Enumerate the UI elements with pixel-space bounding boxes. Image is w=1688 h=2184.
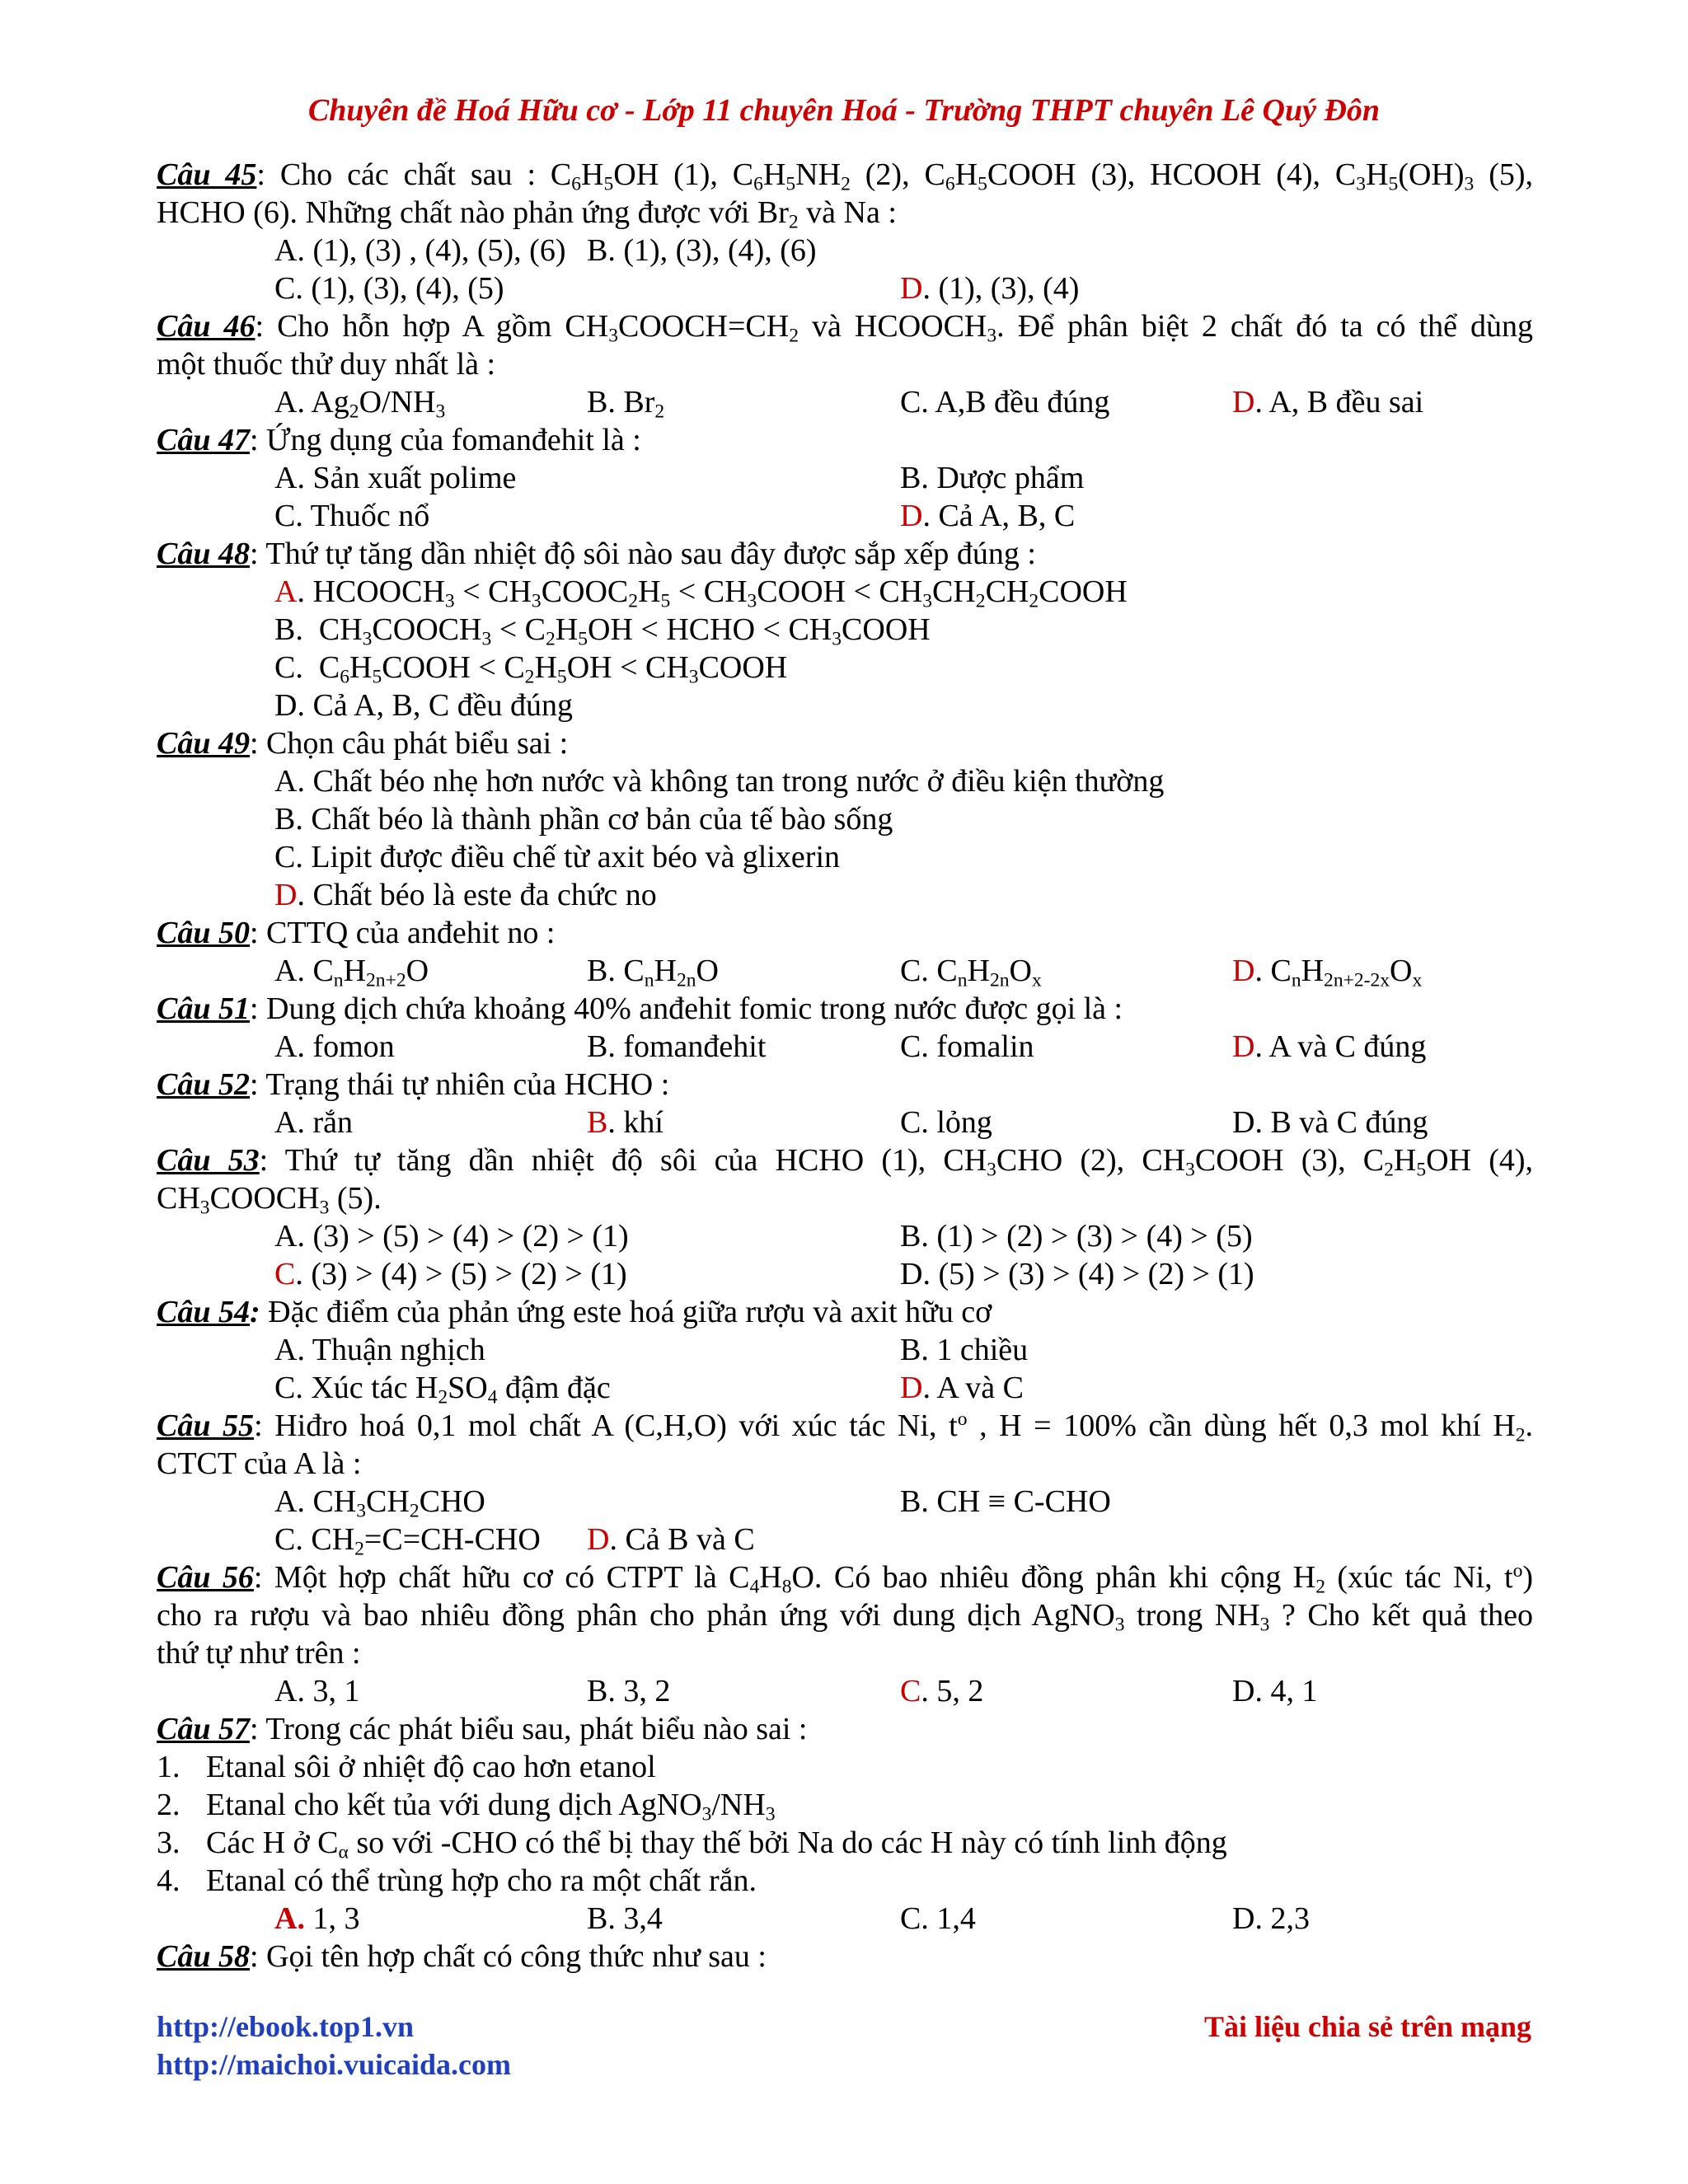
label-sep: : <box>259 1143 269 1178</box>
page-header: Chuyên đề Hoá Hữu cơ - Lớp 11 chuyên Hoá - Trường THPT chuyên Lê Quý Đôn <box>307 93 1381 128</box>
option-b[interactable]: B. fomanđehit <box>587 1029 767 1064</box>
label-sep: : <box>249 1939 259 1974</box>
answer-letter: D <box>1232 1029 1255 1064</box>
option-text: . A và C <box>922 1371 1024 1405</box>
question-52 <box>157 1066 1533 1104</box>
label-sep: : <box>249 537 259 571</box>
option-text: . A, B đều sai <box>1254 385 1424 419</box>
label-sep: : <box>249 991 259 1026</box>
answer-letter: D <box>1232 954 1255 988</box>
question-56-cont2: thứ tự như trên : <box>157 1636 361 1671</box>
option-b[interactable]: B. $Br_2$ <box>587 385 665 423</box>
question-label: Câu 51 <box>157 991 250 1026</box>
question-text: Thứ tự tăng dần nhiệt độ sôi nào sau đây được sắp xếp đúng : <box>258 537 1036 571</box>
option-b[interactable]: B. 1 chiều <box>900 1333 1029 1367</box>
option-a[interactable]: A. $Ag_2O/NH_3$ <box>274 385 446 423</box>
option-c[interactable] <box>900 1672 983 1710</box>
question-text: Gọi tên hợp chất có công thức như sau : <box>258 1939 767 1974</box>
option-a[interactable]: A. (3) > (5) > (4) > (2) > (1) <box>274 1219 629 1254</box>
question-text: Dung dịch chứa khoảng 40% anđehit fomic trong nước được gọi là : <box>258 991 1123 1026</box>
question-label: Câu 52 <box>157 1067 250 1102</box>
question-label: Câu 49 <box>157 726 250 761</box>
answer-letter: C <box>900 1674 921 1708</box>
option-c[interactable]: C. fomalin <box>900 1029 1034 1064</box>
list-item-number: 2. <box>157 1788 181 1822</box>
question-text: Đặc điểm của phản ứng este hoá giữa rượu và axit hữu cơ <box>260 1295 992 1329</box>
question-label: Câu 55 <box>157 1408 255 1443</box>
option-d[interactable]: D. 4, 1 <box>1232 1674 1318 1708</box>
answer-letter: B <box>587 1105 608 1140</box>
question-47 <box>157 421 1533 459</box>
option-d[interactable]: D. B và C đúng <box>1232 1105 1428 1140</box>
option-c[interactable]: C. $CH_2=C=CH$-CHO <box>274 1522 541 1560</box>
answer-letter: D <box>1232 385 1255 419</box>
option-c[interactable]: C. $C_6H_5COOH < C_2H_5OH$ < $CH_3COOH$ <box>274 650 788 688</box>
option-c[interactable] <box>274 1255 627 1293</box>
option-c[interactable]: C. (1), (3), (4), (5) <box>274 271 504 306</box>
question-text: Cho hỗn hợp A gồm $CH_3COOCH=CH_2$ và $HCOOCH_3$. Để phân biệt 2 chất đó ta có thể dùng <box>264 309 1533 347</box>
option-b[interactable]: B. 3, 2 <box>587 1674 671 1708</box>
option-text: 1, 3 <box>304 1901 360 1936</box>
list-item: Các H ở $C_\alpha$ so với -CHO có thể bị thay thế bởi Na do các H này có tính linh động <box>206 1825 1227 1863</box>
question-46-cont: một thuốc thử duy nhất là : <box>157 347 496 382</box>
option-d[interactable] <box>1232 1028 1426 1066</box>
option-d[interactable]: D. (5) > (3) > (4) > (2) > (1) <box>900 1257 1254 1291</box>
option-a[interactable]: A. fomon <box>274 1029 395 1064</box>
option-b[interactable]: B. Chất béo là thành phần cơ bản của tế bào sống <box>274 802 893 837</box>
question-45-cont: HCHO (6). Những chất nào phản ứng được với $Br_2$ và Na : <box>157 195 897 233</box>
question-text: Một hợp chất hữu cơ có CTPT là $C_4H_8O$. Có bao nhiêu đồng phân khi cộng $H_2$ (xúc tác Ni, $t^o$) <box>262 1560 1534 1598</box>
option-text: . Cả B và C <box>609 1522 755 1557</box>
option-a[interactable]: A. $CH_3CH_2CHO$ <box>274 1484 485 1522</box>
option-d[interactable]: D. $C_nH_{2n+2-2x}O_x$ <box>1232 954 1423 991</box>
question-58 <box>157 1938 1533 1975</box>
answer-letter: D <box>900 1371 923 1405</box>
option-text: . Cả A, B, C <box>922 499 1076 533</box>
question-48 <box>157 535 1533 573</box>
answer-letter: C <box>274 1257 296 1291</box>
question-text: Hiđro hoá 0,1 mol chất A (C,H,O) với xúc tác Ni, $t^o$ , H = 100% cần dùng hết 0,3 mol khí $H_2$. <box>262 1408 1533 1446</box>
answer-letter: D <box>900 271 923 306</box>
list-item-number: 3. <box>157 1825 181 1860</box>
option-b[interactable]: B. (1) > (2) > (3) > (4) > (5) <box>900 1219 1253 1254</box>
option-a[interactable]: A. Thuận nghịch <box>274 1333 485 1367</box>
option-text: . A và C đúng <box>1254 1029 1427 1064</box>
option-a[interactable]: A. $C_nH_{2n+2}O$ <box>274 954 429 991</box>
label-sep: : <box>253 1560 263 1595</box>
question-label: Câu 56 <box>157 1560 254 1595</box>
option-c[interactable]: C. $C_nH_{2n}O_x$ <box>900 954 1042 991</box>
list-item: Etanal có thể trùng hợp cho ra một chất rắn. <box>206 1863 757 1898</box>
question-text: Ứng dụng của fomanđehit là : <box>258 423 641 457</box>
question-label: Câu 54 <box>157 1295 250 1329</box>
answer-letter: D <box>274 878 298 912</box>
question-53-cont: $CH_3COOCH_3$ (5). <box>157 1181 382 1219</box>
option-b[interactable]: B. 3,4 <box>587 1901 663 1936</box>
footer-note: Tài liệu chia sẻ trên mạng <box>1204 2010 1531 2043</box>
label-sep: : <box>255 309 265 344</box>
question-text: Cho các chất sau : $C_6H_5OH$ (1), $C_6H_5NH_2$ (2), $C_6H_5COOH$ (3), HCOOH (4), $C_3H_5(OH)_3$ (5), <box>265 157 1534 195</box>
option-d[interactable] <box>274 876 657 914</box>
answer-letter: A. <box>274 1901 305 1936</box>
answer-letter: D <box>587 1522 610 1557</box>
option-c[interactable]: C. Lipit được điều chế từ axit béo và glixerin <box>274 840 841 874</box>
question-53 <box>157 1141 1533 1179</box>
option-b[interactable]: B. (1), (3), (4), (6) <box>587 233 817 268</box>
question-label: Câu 46 <box>157 309 256 344</box>
list-item: Etanal cho kết tủa với dung dịch $AgNO_3/NH_3$ <box>206 1788 776 1825</box>
option-d[interactable] <box>1232 383 1423 421</box>
label-sep: : <box>249 1295 260 1329</box>
footer-link-ebook[interactable]: http://ebook.top1.vn <box>157 2010 415 2043</box>
footer-link-maichoi[interactable]: http://maichoi.vuicaida.com <box>157 2048 511 2081</box>
question-51 <box>157 990 1533 1028</box>
option-text: . Chất béo là este đa chức no <box>297 878 657 912</box>
option-d[interactable] <box>900 269 1079 307</box>
option-a[interactable]: A. rắn <box>274 1105 353 1140</box>
option-a[interactable]: A. (1), (3) , (4), (5), (6) <box>274 233 566 268</box>
question-text: Chọn câu phát biểu sai : <box>258 726 569 761</box>
answer-letter: A <box>274 574 298 609</box>
question-55 <box>157 1407 1533 1445</box>
question-label: Câu 53 <box>157 1143 260 1178</box>
option-text: . (3) > (4) > (5) > (2) > (1) <box>295 1257 627 1291</box>
question-45 <box>157 156 1533 194</box>
question-label: Câu 47 <box>157 423 250 457</box>
question-56 <box>157 1558 1533 1596</box>
list-item-number: 4. <box>157 1863 181 1898</box>
list-item: Etanal sôi ở nhiệt độ cao hơn etanol <box>206 1750 656 1784</box>
option-d[interactable]: D. 2,3 <box>1232 1901 1310 1936</box>
question-49 <box>157 724 1533 762</box>
question-text: Trạng thái tự nhiên của HCHO : <box>258 1067 670 1102</box>
question-text: CTTQ của anđehit no : <box>258 916 556 950</box>
label-sep: : <box>256 157 265 192</box>
answer-letter: D <box>900 499 923 533</box>
label-sep: : <box>249 1067 259 1102</box>
option-c[interactable]: C. lỏng <box>900 1105 992 1140</box>
option-b[interactable]: B. Dược phẩm <box>900 461 1085 495</box>
option-text: . (1), (3), (4) <box>922 271 1080 306</box>
question-50 <box>157 914 1533 952</box>
option-c[interactable]: C. 1,4 <box>900 1901 976 1936</box>
label-sep: : <box>254 1408 263 1443</box>
option-a[interactable] <box>274 1900 359 1938</box>
question-label: Câu 45 <box>157 157 257 192</box>
option-d[interactable] <box>900 1369 1024 1407</box>
option-b[interactable]: B. $CH_3COOCH_3 < C_2H_5OH$ < HCHO < $CH_3COOH$ <box>274 612 931 650</box>
option-d[interactable]: D. Cả A, B, C đều đúng <box>274 688 574 723</box>
question-46 <box>157 307 1533 345</box>
option-c[interactable]: C. Thuốc nổ <box>274 499 430 533</box>
question-text: Thứ tự tăng dần nhiệt độ sôi của HCHO (1), $CH_3CHO$ (2), $CH_3COOH$ (3), $C_2H_5OH$ (4), <box>268 1143 1534 1181</box>
label-sep: : <box>249 423 259 457</box>
question-57 <box>157 1710 1533 1748</box>
option-text: . khí <box>607 1105 663 1140</box>
option-b[interactable]: B. CH ≡ C-CHO <box>900 1484 1111 1519</box>
option-c[interactable]: C. A,B đều đúng <box>900 385 1110 419</box>
question-label: Câu 57 <box>157 1712 250 1746</box>
label-sep: : <box>249 1712 259 1746</box>
label-sep: : <box>249 726 259 761</box>
option-d[interactable] <box>900 497 1075 535</box>
question-55-cont: CTCT của A là : <box>157 1446 362 1481</box>
option-d[interactable] <box>587 1521 755 1558</box>
option-a[interactable]: A. Chất béo nhẹ hơn nước và không tan trong nước ở điều kiện thường <box>274 764 1165 799</box>
question-54 <box>157 1293 1533 1331</box>
label-sep: : <box>249 916 259 950</box>
option-b[interactable]: B. $C_nH_{2n}O$ <box>587 954 719 991</box>
question-label: Câu 48 <box>157 537 250 571</box>
option-a[interactable]: A. $HCOOCH_3$ < $CH_3COOC_2H_5$ < $CH_3COOH$ < $CH_3CH_2CH_2COOH$ <box>274 574 1128 612</box>
option-c[interactable]: C. Xúc tác $H_2SO_4$ đậm đặc <box>274 1371 611 1408</box>
option-b[interactable] <box>587 1104 663 1141</box>
option-a[interactable]: A. 3, 1 <box>274 1674 360 1708</box>
option-text: . 5, 2 <box>921 1674 984 1708</box>
question-label: Câu 50 <box>157 916 250 950</box>
option-a[interactable]: A. Sản xuất polime <box>274 461 517 495</box>
question-56-cont: cho ra rượu và bao nhiêu đồng phân cho phản ứng với dung dịch AgNO$_3$ trong $NH_3$ ? Cho kết quả theo <box>157 1598 1533 1636</box>
question-label: Câu 58 <box>157 1939 250 1974</box>
question-text: Trong các phát biểu sau, phát biểu nào sai : <box>258 1712 808 1746</box>
list-item-number: 1. <box>157 1750 181 1784</box>
